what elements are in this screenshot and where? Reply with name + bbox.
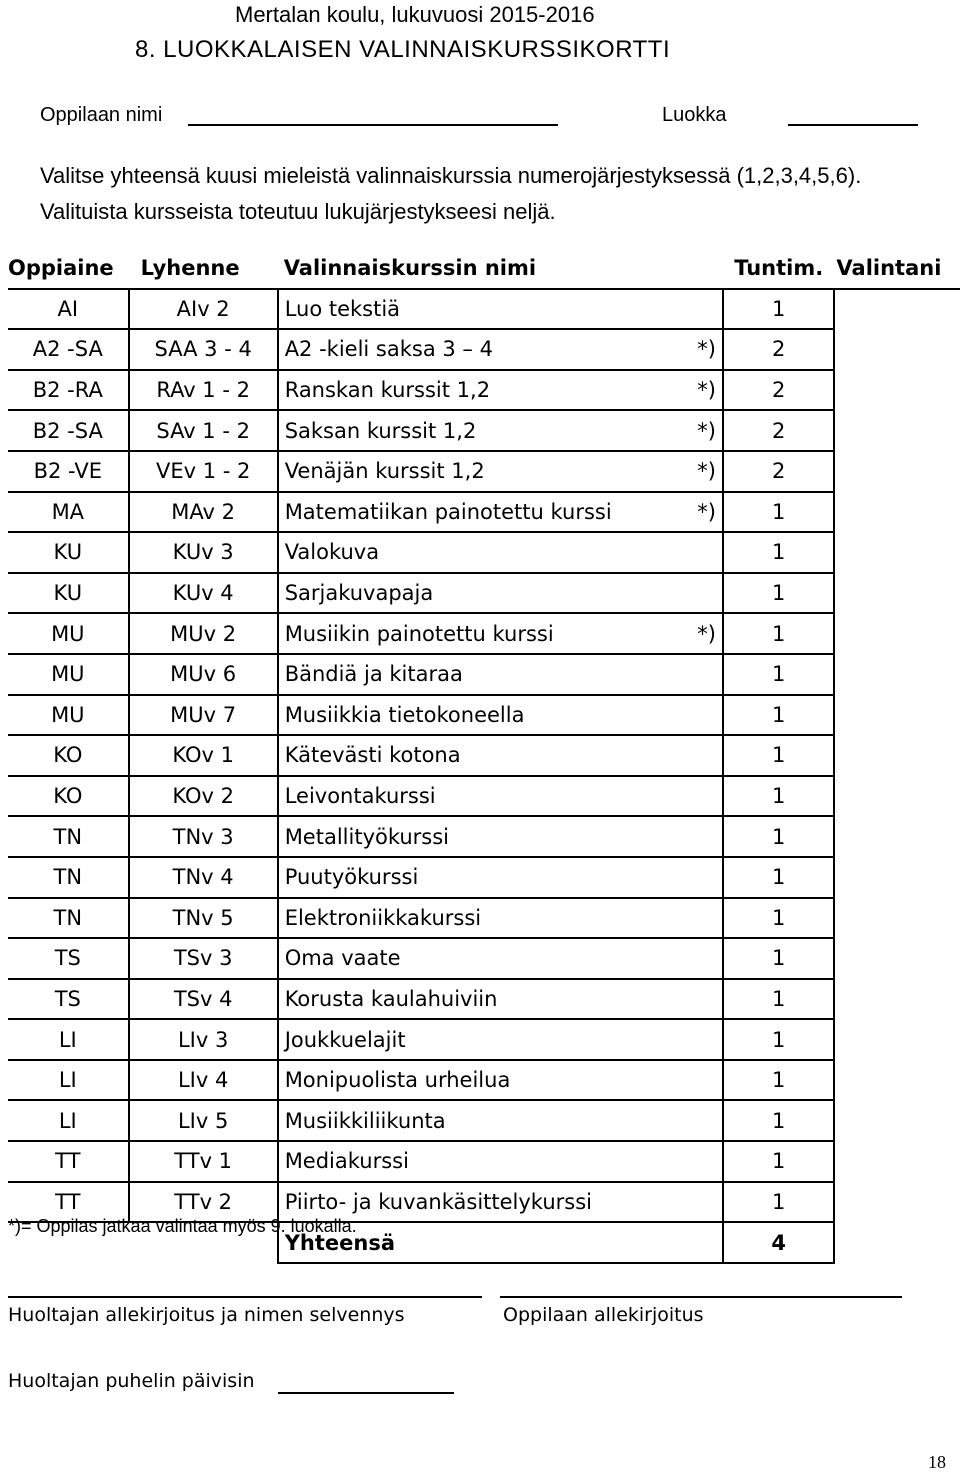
- cell-choice-input[interactable]: [834, 938, 960, 979]
- cell-hours: 1: [723, 857, 834, 898]
- page-title: 8. LUOKKALAISEN VALINNAISKURSSIKORTTI: [135, 36, 671, 63]
- course-name: A2 -kieli saksa 3 – 4: [284, 337, 493, 362]
- cell-code: TNv 3: [129, 816, 278, 857]
- table-row: [8, 1100, 960, 1141]
- cell-subject: TS: [8, 979, 129, 1020]
- cell-choice-input[interactable]: [834, 1141, 960, 1182]
- instructions: Valitse yhteensä kuusi mieleistä valinnaiskurssia numerojärjestyksessä (1,2,3,4,5,6). Valituista kursseista toteutuu lukujärjestykseesi neljä.: [40, 163, 862, 224]
- cell-code: KUv 4: [129, 573, 278, 614]
- continuation-note: *): [697, 459, 716, 484]
- course-name: Bändiä ja kitaraa: [284, 662, 463, 687]
- cell-course-name: [278, 289, 723, 330]
- cell-choice-input[interactable]: [834, 776, 960, 817]
- cell-choice-input[interactable]: [834, 532, 960, 573]
- cell-choice-input[interactable]: [834, 816, 960, 857]
- cell-subject: LI: [8, 1019, 129, 1060]
- table-row: [8, 695, 960, 736]
- course-name: Mediakurssi: [284, 1149, 409, 1174]
- cell-hours: 1: [723, 532, 834, 573]
- cell-choice-input[interactable]: [834, 654, 960, 695]
- continuation-note: *): [697, 337, 716, 362]
- school-header: Mertalan koulu, lukuvuosi 2015-2016: [235, 2, 595, 27]
- cell-choice-input[interactable]: [834, 979, 960, 1020]
- cell-course-name: [278, 898, 723, 939]
- cell-hours: 2: [723, 451, 834, 492]
- table-row: [8, 532, 960, 573]
- cell-course-name: [278, 329, 723, 370]
- cell-subject: TN: [8, 857, 129, 898]
- cell-choice-input[interactable]: [834, 1060, 960, 1101]
- cell-code: LIv 4: [129, 1060, 278, 1101]
- table-row: [8, 1019, 960, 1060]
- cell-code: MAv 2: [129, 492, 278, 533]
- cell-hours: 1: [723, 979, 834, 1020]
- cell-subject: AI: [8, 289, 129, 330]
- cell-hours: 1: [723, 1182, 834, 1223]
- cell-subject: TT: [8, 1141, 129, 1182]
- cell-hours: 1: [723, 816, 834, 857]
- course-name: Ranskan kurssit 1,2: [284, 378, 491, 403]
- footnote: *)= Oppilas jatkaa valintaa myös 9. luokalla.: [8, 1216, 357, 1236]
- table-row: [8, 1060, 960, 1101]
- cell-subject: MA: [8, 492, 129, 533]
- guardian-phone-field[interactable]: [278, 1392, 454, 1394]
- table-row: [8, 573, 960, 614]
- class-label: Luokka: [662, 104, 727, 126]
- course-name: Saksan kurssit 1,2: [284, 418, 477, 443]
- cell-code: KOv 2: [129, 776, 278, 817]
- course-name: Venäjän kurssit 1,2: [284, 459, 485, 484]
- cell-choice-input[interactable]: [834, 289, 960, 330]
- cell-subject: B2 -VE: [8, 451, 129, 492]
- course-name: Valokuva: [284, 540, 380, 565]
- continuation-note: *): [697, 621, 716, 646]
- cell-hours: 1: [723, 938, 834, 979]
- table-row: [8, 370, 960, 411]
- course-name: Matematiikan painotettu kurssi: [284, 499, 612, 524]
- course-name: Oma vaate: [284, 946, 401, 971]
- cell-subject: KO: [8, 776, 129, 817]
- table-row: [8, 857, 960, 898]
- cell-course-name: [278, 613, 723, 654]
- cell-code: VEv 1 - 2: [129, 451, 278, 492]
- student-name-field[interactable]: [188, 124, 558, 126]
- cell-subject: TN: [8, 898, 129, 939]
- cell-hours: 1: [723, 613, 834, 654]
- course-name: Puutyökurssi: [284, 865, 419, 890]
- cell-course-name: [278, 1019, 723, 1060]
- cell-choice-input[interactable]: [834, 410, 960, 451]
- cell-choice-input[interactable]: [834, 329, 960, 370]
- table-row: [8, 410, 960, 451]
- student-signature-label: Oppilaan allekirjoitus: [503, 1304, 704, 1326]
- cell-code: SAv 1 - 2: [129, 410, 278, 451]
- cell-hours: 2: [723, 370, 834, 411]
- guardian-signature-label: Huoltajan allekirjoitus ja nimen selvennys: [8, 1304, 405, 1326]
- cell-code: TNv 5: [129, 898, 278, 939]
- course-name: Korusta kaulahuiviin: [284, 986, 498, 1011]
- table-row: [8, 1141, 960, 1182]
- cell-course-name: [278, 451, 723, 492]
- cell-subject: KO: [8, 735, 129, 776]
- cell-hours: 1: [723, 695, 834, 736]
- cell-code: KOv 1: [129, 735, 278, 776]
- cell-code: TTv 2: [129, 1182, 278, 1223]
- cell-choice-input[interactable]: [834, 573, 960, 614]
- cell-choice-input[interactable]: [834, 735, 960, 776]
- student-signature-field[interactable]: [500, 1296, 902, 1298]
- course-name: Musiikkia tietokoneella: [284, 702, 525, 727]
- cell-course-name: [278, 1100, 723, 1141]
- course-name: Piirto- ja kuvankäsittelykurssi: [284, 1189, 592, 1214]
- cell-hours: 1: [723, 776, 834, 817]
- cell-code: AIv 2: [129, 289, 278, 330]
- cell-subject: MU: [8, 654, 129, 695]
- cell-hours: 1: [723, 1100, 834, 1141]
- student-name-label: Oppilaan nimi: [40, 104, 163, 126]
- course-table: [8, 249, 960, 1264]
- cell-code: MUv 2: [129, 613, 278, 654]
- cell-subject: LI: [8, 1100, 129, 1141]
- header-code: Lyhenne: [129, 249, 278, 289]
- table-row: [8, 898, 960, 939]
- cell-subject: TN: [8, 816, 129, 857]
- continuation-note: *): [697, 378, 716, 403]
- cell-course-name: [278, 532, 723, 573]
- cell-hours: 1: [723, 735, 834, 776]
- table-row: [8, 613, 960, 654]
- cell-hours: 2: [723, 329, 834, 370]
- cell-code: KUv 3: [129, 532, 278, 573]
- header-choice: Valintani: [834, 249, 960, 289]
- cell-hours: 1: [723, 1141, 834, 1182]
- cell-course-name: [278, 735, 723, 776]
- cell-course-name: [278, 370, 723, 411]
- cell-choice-input[interactable]: [834, 1182, 960, 1223]
- cell-subject: KU: [8, 573, 129, 614]
- class-field[interactable]: [788, 124, 918, 126]
- table-row: [8, 451, 960, 492]
- cell-subject: TS: [8, 938, 129, 979]
- guardian-phone-label: Huoltajan puhelin päivisin: [8, 1370, 255, 1392]
- table-row: [8, 938, 960, 979]
- continuation-note: *): [697, 418, 716, 443]
- continuation-note: *): [697, 499, 716, 524]
- table-row: [8, 654, 960, 695]
- cell-choice-input[interactable]: [834, 695, 960, 736]
- cell-course-name: [278, 492, 723, 533]
- page-number: 18: [928, 1452, 946, 1472]
- table-row: [8, 735, 960, 776]
- total-label: Yhteensä: [278, 1222, 723, 1263]
- cell-choice-input[interactable]: [834, 898, 960, 939]
- total-value: 4: [723, 1222, 834, 1263]
- course-name: Elektroniikkakurssi: [284, 905, 482, 930]
- cell-subject: A2 -SA: [8, 329, 129, 370]
- cell-code: MUv 6: [129, 654, 278, 695]
- cell-code: TSv 4: [129, 979, 278, 1020]
- table-row: [8, 979, 960, 1020]
- cell-choice-input[interactable]: [834, 451, 960, 492]
- cell-course-name: [278, 654, 723, 695]
- cell-choice-input[interactable]: [834, 1100, 960, 1141]
- cell-code: LIv 3: [129, 1019, 278, 1060]
- cell-choice-input[interactable]: [834, 492, 960, 533]
- course-name: Musiikkiliikunta: [284, 1108, 446, 1133]
- cell-choice-input[interactable]: [834, 857, 960, 898]
- cell-subject: B2 -SA: [8, 410, 129, 451]
- cell-course-name: [278, 857, 723, 898]
- cell-hours: 1: [723, 289, 834, 330]
- cell-code: LIv 5: [129, 1100, 278, 1141]
- header-course-name: Valinnaiskurssin nimi: [278, 249, 723, 289]
- course-name: Kätevästi kotona: [284, 743, 461, 768]
- cell-subject: B2 -RA: [8, 370, 129, 411]
- cell-subject: LI: [8, 1060, 129, 1101]
- course-name: Sarjakuvapaja: [284, 581, 434, 606]
- table-row: [8, 289, 960, 330]
- course-name: Monipuolista urheilua: [284, 1068, 511, 1093]
- cell-subject: MU: [8, 695, 129, 736]
- cell-code: MUv 7: [129, 695, 278, 736]
- cell-code: TSv 3: [129, 938, 278, 979]
- guardian-signature-field[interactable]: [8, 1296, 482, 1298]
- cell-code: SAA 3 - 4: [129, 329, 278, 370]
- table-row: [8, 492, 960, 533]
- cell-hours: 1: [723, 898, 834, 939]
- cell-subject: MU: [8, 613, 129, 654]
- cell-course-name: [278, 695, 723, 736]
- cell-course-name: [278, 573, 723, 614]
- course-name: Musiikin painotettu kurssi: [284, 621, 554, 646]
- cell-hours: 1: [723, 492, 834, 533]
- cell-subject: TT: [8, 1182, 129, 1223]
- cell-code: TTv 1: [129, 1141, 278, 1182]
- cell-code: TNv 4: [129, 857, 278, 898]
- cell-course-name: [278, 1060, 723, 1101]
- cell-hours: 1: [723, 1019, 834, 1060]
- cell-choice-input[interactable]: [834, 613, 960, 654]
- cell-hours: 1: [723, 1060, 834, 1101]
- cell-course-name: [278, 1141, 723, 1182]
- course-table-body: [8, 289, 960, 1263]
- table-row: [8, 816, 960, 857]
- cell-course-name: [278, 938, 723, 979]
- header-hours: Tuntim.: [723, 249, 834, 289]
- course-name: Luo tekstiä: [284, 296, 401, 321]
- table-row: [8, 329, 960, 370]
- header-subject: Oppiaine: [8, 249, 129, 289]
- cell-hours: 1: [723, 573, 834, 614]
- course-name: Leivontakurssi: [284, 784, 436, 809]
- cell-choice-input[interactable]: [834, 1019, 960, 1060]
- cell-course-name: [278, 776, 723, 817]
- cell-code: RAv 1 - 2: [129, 370, 278, 411]
- cell-course-name: [278, 979, 723, 1020]
- cell-course-name: [278, 816, 723, 857]
- cell-subject: KU: [8, 532, 129, 573]
- table-header-row: [8, 249, 960, 289]
- total-spacer: [834, 1222, 960, 1263]
- course-name: Metallityökurssi: [284, 824, 450, 849]
- cell-hours: 2: [723, 410, 834, 451]
- table-row: [8, 776, 960, 817]
- cell-hours: 1: [723, 654, 834, 695]
- cell-choice-input[interactable]: [834, 370, 960, 411]
- course-name: Joukkuelajit: [284, 1027, 406, 1052]
- cell-course-name: [278, 410, 723, 451]
